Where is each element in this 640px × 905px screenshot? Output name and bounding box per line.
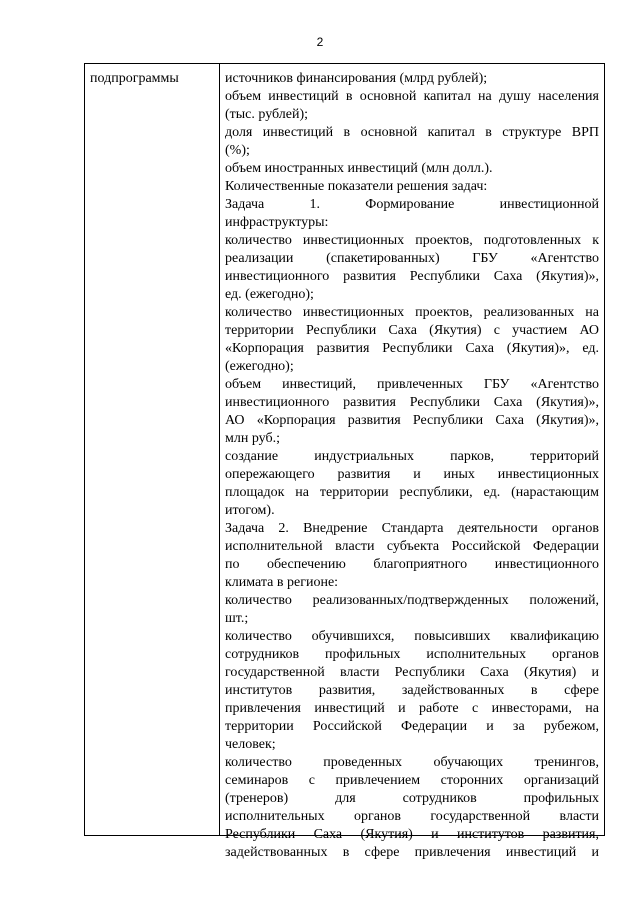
text-line: человек; xyxy=(225,737,276,752)
text-line: Количественные показатели решения задач: xyxy=(225,179,488,194)
text-line: Республики Саха (Якутия) и институтов развития, xyxy=(225,827,599,842)
text-line: млн руб.; xyxy=(225,431,280,446)
text-line: создание индустриальных парков, территорий xyxy=(225,449,599,464)
text-line: объем иностранных инвестиций (млн долл.). xyxy=(225,161,493,176)
text-line: объем инвестиций, привлеченных ГБУ «Агентство xyxy=(225,377,599,392)
text-line: территории Российской Федерации и за рубежом, xyxy=(225,719,599,734)
text-line: (тренеров) для сотрудников профильных xyxy=(225,791,599,806)
passport-table xyxy=(84,63,605,860)
text-line: количество инвестиционных проектов, подготовленных к xyxy=(225,233,599,248)
text-line: Задача 2. Внедрение Стандарта деятельности органов xyxy=(225,521,599,536)
text-line: источников финансирования (млрд рублей); xyxy=(225,71,488,86)
text-line: количество проведенных обучающих тренингов, xyxy=(225,755,599,770)
text-line: итогом). xyxy=(225,503,275,518)
text-line: сотрудников профильных исполнительных органов xyxy=(225,647,599,662)
table-content-cell xyxy=(225,70,599,862)
text-line: задействованных в сфере привлечения инвестиций и xyxy=(225,845,599,860)
text-line: ед. (ежегодно); xyxy=(225,287,314,302)
text-line: шт.; xyxy=(225,611,249,626)
page-number: 2 xyxy=(316,35,324,49)
text-line: реализации (спакетированных) ГБУ «Агентство xyxy=(225,251,599,266)
text-line: (%); xyxy=(225,143,250,158)
text-line: количество обучившихся, повысивших квалификацию xyxy=(225,629,599,644)
text-line: объем инвестиций в основной капитал на душу населения xyxy=(225,89,599,104)
table-column-divider xyxy=(219,64,220,835)
text-line: количество реализованных/подтвержденных положений, xyxy=(225,593,599,608)
text-line: количество инвестиционных проектов, реализованных на xyxy=(225,305,599,320)
text-line: площадок на территории республики, ед. (нарастающим xyxy=(225,485,599,500)
text-line: инвестиционного развития Республики Саха (Якутия)», xyxy=(225,269,599,284)
text-line: (ежегодно); xyxy=(225,359,294,374)
table-left-border xyxy=(84,64,85,835)
text-line: Задача 1. Формирование инвестиционной xyxy=(225,197,599,212)
table-right-border xyxy=(604,64,605,835)
table-label-cell: подпрограммы xyxy=(90,71,179,86)
text-line: опережающего развития и иных инвестиционных xyxy=(225,467,599,482)
text-line: привлечения инвестиций и работе с инвесторами, на xyxy=(225,701,599,716)
text-line: инвестиционного развития Республики Саха (Якутия)», xyxy=(225,395,599,410)
text-line: семинаров с привлечением сторонних организаций xyxy=(225,773,599,788)
text-line: АО «Корпорация развития Республики Саха (Якутия)», xyxy=(225,413,599,428)
text-line: исполнительной власти субъекта Российской Федерации xyxy=(225,539,599,554)
text-line: исполнительных органов государственной власти xyxy=(225,809,599,824)
text-line: инфраструктуры: xyxy=(225,215,329,230)
text-line: климата в регионе: xyxy=(225,575,339,590)
text-line: (тыс. рублей); xyxy=(225,107,309,122)
text-line: «Корпорация развития Республики Саха (Якутия)», ед. xyxy=(225,341,599,356)
text-line: территории Республики Саха (Якутия) с участием АО xyxy=(225,323,599,338)
text-line: институтов развития, задействованных в сфере xyxy=(225,683,599,698)
text-line: государственной власти Республики Саха (Якутия) и xyxy=(225,665,599,680)
text-line: доля инвестиций в основной капитал в структуре ВРП xyxy=(225,125,599,140)
text-line: по обеспечению благоприятного инвестиционного xyxy=(225,557,599,572)
